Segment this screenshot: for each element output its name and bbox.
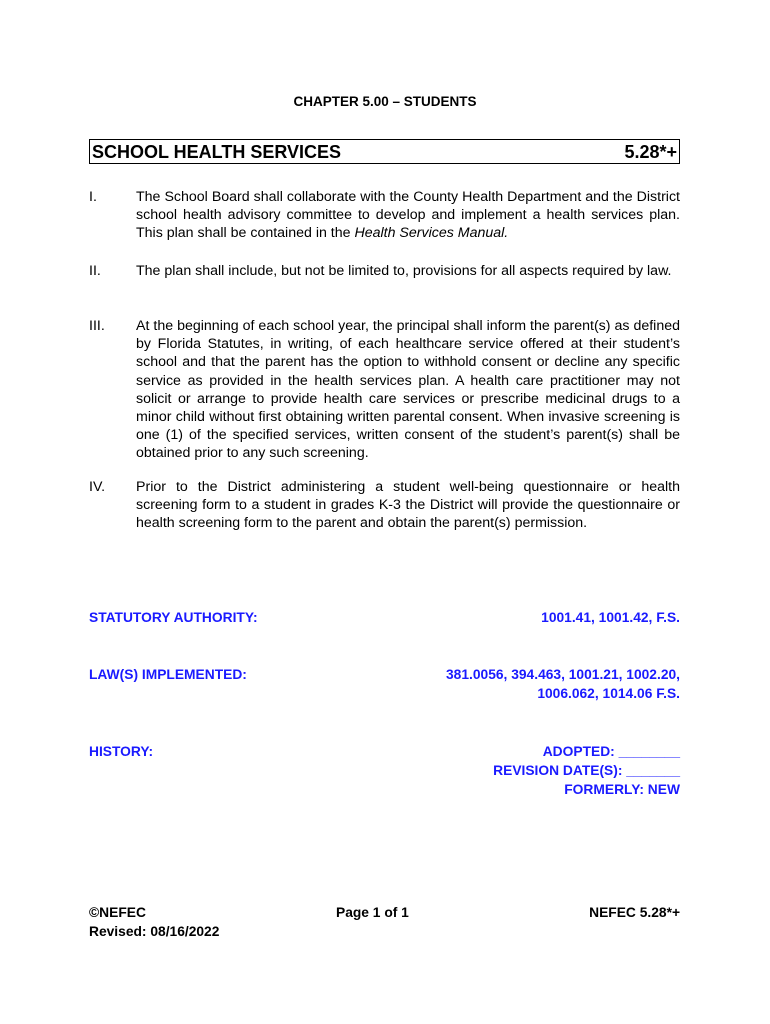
footer-page-number: Page 1 of 1 bbox=[336, 905, 409, 920]
section-text bbox=[136, 188, 680, 243]
section-number: III. bbox=[89, 318, 105, 334]
section-text: Prior to the District administering a student well-being questionnaire or health screening form to a student in grades K-3 the District will provide the questionnaire or health screening form to the parent and obtain the parent(s) permission. bbox=[136, 479, 680, 532]
section-2 bbox=[89, 262, 680, 280]
policy-code: 5.28*+ bbox=[624, 142, 677, 162]
section-number: I. bbox=[89, 189, 97, 205]
policy-title-box bbox=[89, 139, 680, 164]
statutory-authority-label: STATUTORY AUTHORITY: bbox=[89, 610, 258, 625]
footer-revised: Revised: 08/16/2022 bbox=[89, 924, 220, 939]
manual-title: Health Services Manual. bbox=[354, 225, 509, 242]
adopted-date: ADOPTED: ________ bbox=[542, 744, 680, 759]
section-text: The plan shall include, but not be limited to, provisions for all aspects required by law. bbox=[136, 263, 672, 279]
laws-implemented-value-2: 1006.062, 1014.06 F.S. bbox=[537, 686, 680, 701]
section-number: II. bbox=[89, 263, 101, 279]
revision-dates: REVISION DATE(S): _______ bbox=[493, 763, 680, 778]
statutory-authority-value: 1001.41, 1001.42, F.S. bbox=[541, 610, 680, 625]
policy-title: SCHOOL HEALTH SERVICES bbox=[92, 142, 342, 162]
footer-policy-code: NEFEC 5.28*+ bbox=[589, 905, 680, 920]
section-number: IV. bbox=[89, 479, 106, 495]
footer-copyright: ©NEFEC bbox=[89, 905, 146, 920]
laws-implemented-value-1: 381.0056, 394.463, 1001.21, 1002.20, bbox=[446, 667, 680, 682]
section-3 bbox=[89, 317, 680, 463]
section-text: At the beginning of each school year, the principal shall inform the parent(s) as defined by Florida Statutes, in writing, of each healthcare service offered at their student’s school and that the parent has the option to withhold consent or decline any specific service as provided in the health services plan. A health care practitioner may not solicit or arrange to provide health care services or prescribe medicinal drugs to a minor child without first obtaining written parental consent. When invasive screening is one (1) of the specified services, written consent of the student’s parent(s) shall be obtained prior to any such screening. bbox=[136, 318, 680, 462]
laws-implemented-label: LAW(S) IMPLEMENTED: bbox=[89, 667, 247, 682]
section-text-main: The School Board shall collaborate with the County Health Department and the District school health advisory committee to develop and implement a health services plan. This plan shall be contained in the bbox=[136, 189, 680, 242]
section-4 bbox=[89, 478, 680, 533]
chapter-heading: CHAPTER 5.00 – STUDENTS bbox=[293, 94, 477, 109]
history-label: HISTORY: bbox=[89, 744, 154, 759]
formerly: FORMERLY: NEW bbox=[564, 782, 680, 797]
section-1 bbox=[89, 188, 680, 243]
